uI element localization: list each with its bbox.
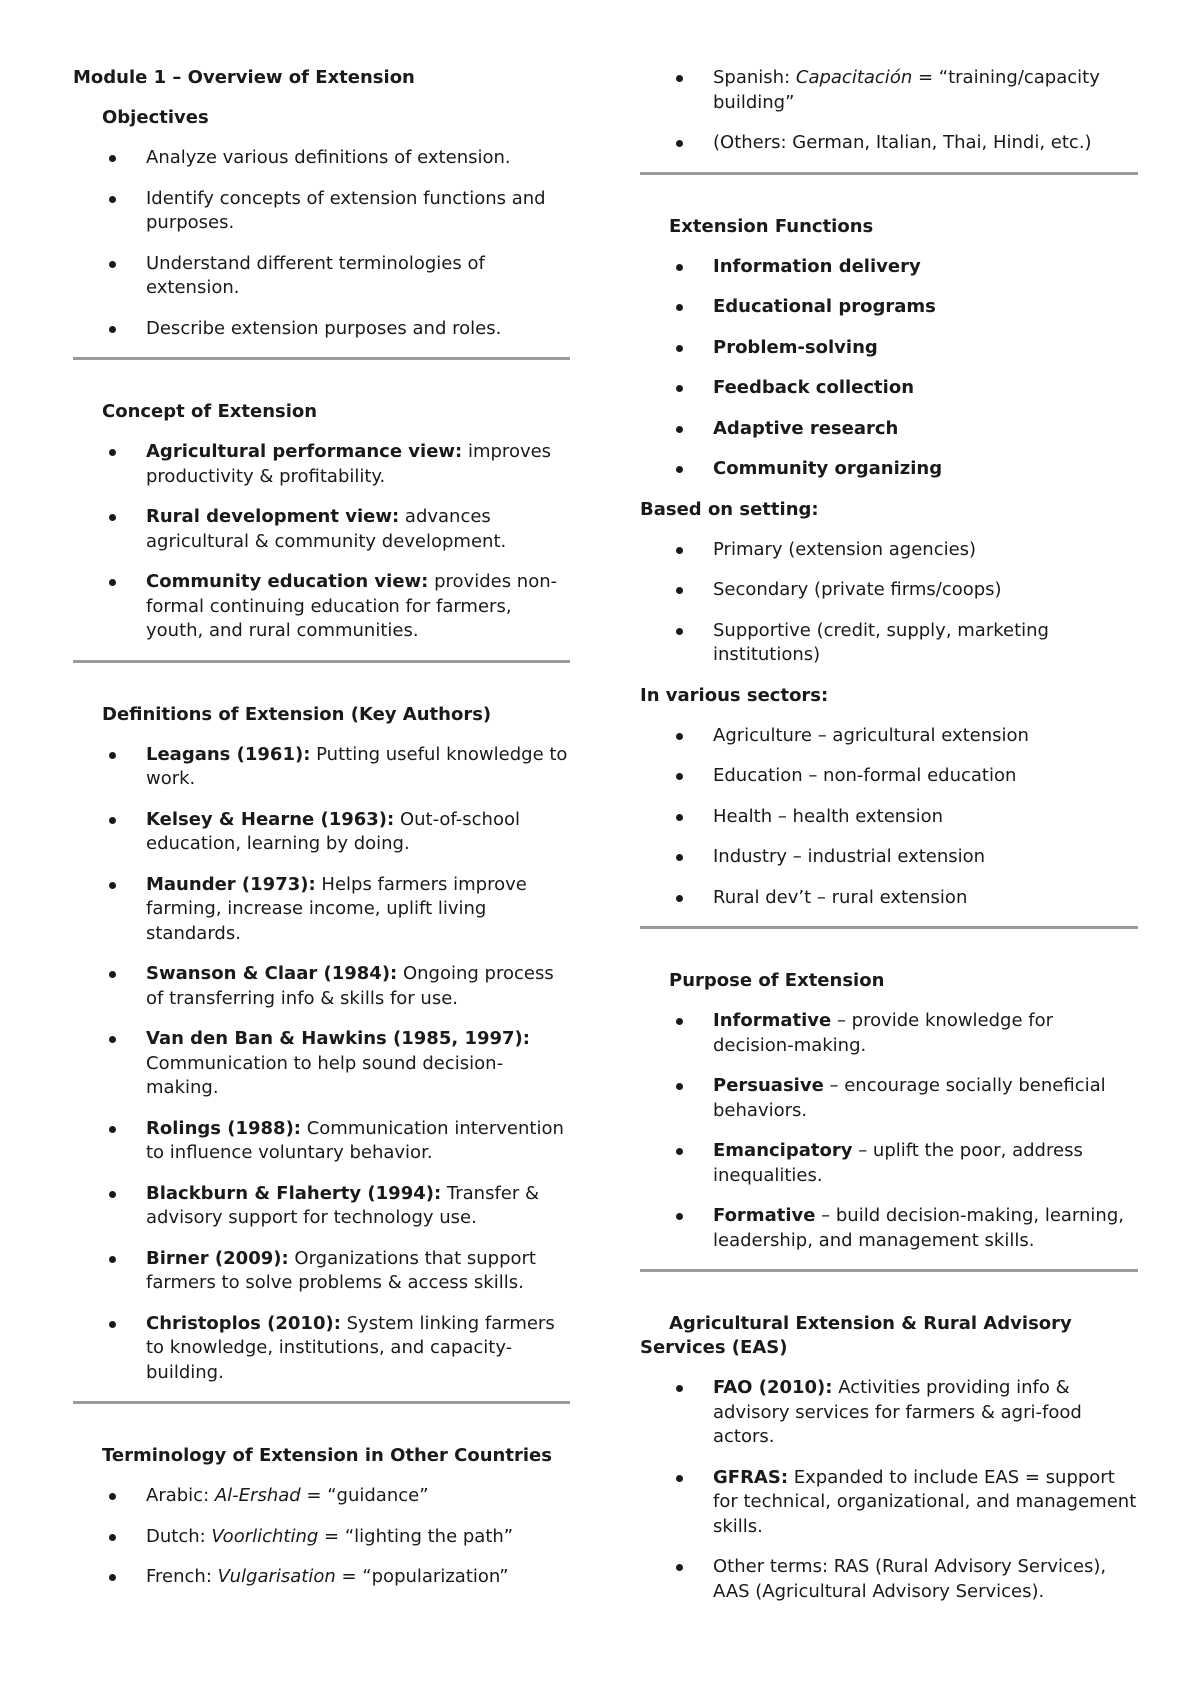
eas-section xyxy=(640,1312,1138,1604)
list-item: Rural dev’t – rural extension xyxy=(640,886,1138,911)
definitions-heading: Definitions of Extension (Key Authors) xyxy=(102,703,492,725)
functions-section xyxy=(640,215,1138,911)
list-item xyxy=(73,1525,570,1550)
item-text: Ongoing process of transferring info & skills for use. xyxy=(146,963,554,1009)
list-item xyxy=(73,1027,570,1101)
item-label: Birner (2009): xyxy=(146,1247,289,1269)
item-text: Transfer & advisory support for technology use. xyxy=(146,1182,540,1228)
terminology-heading: Terminology of Extension in Other Countries xyxy=(102,1445,552,1466)
objectives-section xyxy=(73,106,570,341)
term-meaning: = “guidance” xyxy=(300,1485,429,1506)
item-text: provides non-formal continuing education for farmers, youth, and rural communities. xyxy=(146,571,558,641)
item-text: Expanded to include EAS = support for technical, organizational, and management skills. xyxy=(713,1466,1137,1537)
term-language: French: xyxy=(146,1566,218,1587)
list-item xyxy=(640,1466,1138,1540)
list-item xyxy=(73,808,570,857)
purpose-heading: Purpose of Extension xyxy=(669,970,885,991)
term-word: Vulgarisation xyxy=(217,1566,336,1587)
right-column xyxy=(640,66,1138,1620)
section-divider xyxy=(640,1269,1138,1272)
item-text: advances agricultural & community development. xyxy=(146,506,507,552)
item-text: – uplift the poor, address inequalities. xyxy=(713,1140,1083,1186)
term-language: Arabic: xyxy=(146,1485,215,1506)
terminology-section xyxy=(73,1444,570,1590)
item-label: Rolings (1988): xyxy=(146,1117,301,1139)
definitions-section xyxy=(73,703,570,1386)
item-text: Communication intervention to influence voluntary behavior. xyxy=(146,1117,564,1163)
list-item xyxy=(640,1074,1138,1123)
item-label: GFRAS: xyxy=(713,1466,789,1488)
term-word: Capacitación xyxy=(795,67,913,88)
term-meaning: = “training/capacity building” xyxy=(713,67,1100,113)
module-title: Module 1 – Overview of Extension xyxy=(73,67,415,88)
list-item: (Others: German, Italian, Thai, Hindi, etc.) xyxy=(640,131,1138,156)
item-text: Communication to help sound decision-making. xyxy=(146,1052,504,1098)
list-item: Analyze various definitions of extension. xyxy=(73,146,570,171)
item-label: Van den Ban & Hawkins (1985, 1997): xyxy=(146,1028,530,1049)
term-word: Voorlichting xyxy=(211,1525,319,1547)
item-text: Other terms: RAS (Rural Advisory Services), AAS (Agricultural Advisory Services). xyxy=(713,1556,1107,1602)
item-label: Maunder (1973): xyxy=(146,873,316,895)
list-item xyxy=(640,66,1138,115)
list-item xyxy=(73,1117,570,1166)
list-item: Adaptive research xyxy=(640,417,1138,442)
definitions-list xyxy=(73,743,570,1386)
item-label: Leagans (1961): xyxy=(146,743,311,765)
item-text: – encourage socially beneficial behaviors. xyxy=(713,1075,1106,1121)
item-label: Informative xyxy=(713,1010,832,1031)
objectives-list xyxy=(73,146,570,341)
eas-list xyxy=(640,1376,1138,1604)
list-item: Secondary (private firms/coops) xyxy=(640,578,1138,603)
sectors-list xyxy=(640,724,1138,911)
item-label: Agricultural performance view: xyxy=(146,441,463,462)
list-item xyxy=(73,1484,570,1509)
list-item: Feedback collection xyxy=(640,376,1138,401)
list-item: Describe extension purposes and roles. xyxy=(73,317,570,342)
sectors-heading: In various sectors: xyxy=(640,684,829,706)
item-text: Activities providing info & advisory services for farmers & agri-food actors. xyxy=(713,1377,1082,1447)
term-word: Al-Ershad xyxy=(214,1485,301,1506)
list-item: Primary (extension agencies) xyxy=(640,538,1138,563)
item-label: Rural development view: xyxy=(146,506,400,527)
list-item: Supportive (credit, supply, marketing institutions) xyxy=(640,619,1138,668)
setting-heading: Based on setting: xyxy=(640,498,819,520)
objectives-heading: Objectives xyxy=(102,107,209,128)
list-item: Understand different terminologies of extension. xyxy=(73,252,570,301)
list-item: Problem-solving xyxy=(640,336,1138,361)
concept-section xyxy=(73,400,570,644)
list-item xyxy=(73,1247,570,1296)
list-item: Education – non-formal education xyxy=(640,764,1138,789)
item-label: Kelsey & Hearne (1963): xyxy=(146,808,395,830)
list-item: Identify concepts of extension functions and purposes. xyxy=(73,187,570,236)
list-item: Educational programs xyxy=(640,295,1138,320)
list-item xyxy=(640,1555,1138,1604)
list-item xyxy=(73,743,570,792)
term-meaning: = “popularization” xyxy=(335,1566,509,1587)
item-text: Helps farmers improve farming, increase income, uplift living standards. xyxy=(146,873,527,944)
item-label: FAO (2010): xyxy=(713,1377,833,1398)
left-column xyxy=(73,66,570,1606)
functions-list xyxy=(640,255,1138,482)
setting-list xyxy=(640,538,1138,668)
item-text: – build decision-making, learning, leadership, and management skills. xyxy=(713,1205,1124,1251)
list-item xyxy=(73,1565,570,1590)
list-item xyxy=(640,1376,1138,1450)
term-meaning: = “lighting the path” xyxy=(318,1525,514,1547)
section-divider xyxy=(73,1401,570,1404)
list-item: Information delivery xyxy=(640,255,1138,280)
section-divider xyxy=(640,926,1138,929)
list-item xyxy=(73,505,570,554)
item-label: Emancipatory xyxy=(713,1140,853,1161)
list-item xyxy=(73,962,570,1011)
item-text: – provide knowledge for decision-making. xyxy=(713,1010,1054,1056)
item-label: Persuasive xyxy=(713,1075,824,1096)
section-divider xyxy=(73,660,570,663)
section-divider xyxy=(640,172,1138,175)
terminology-list xyxy=(73,1484,570,1590)
functions-heading: Extension Functions xyxy=(669,215,874,237)
item-text: improves productivity & profitability. xyxy=(146,441,552,487)
list-item xyxy=(73,1312,570,1386)
item-text: System linking farmers to knowledge, institutions, and capacity-building. xyxy=(146,1312,555,1383)
concept-heading: Concept of Extension xyxy=(102,401,318,422)
list-item: Industry – industrial extension xyxy=(640,845,1138,870)
terminology-list-continued xyxy=(640,66,1138,156)
list-item xyxy=(73,873,570,947)
list-item: Health – health extension xyxy=(640,805,1138,830)
list-item: Community organizing xyxy=(640,457,1138,482)
list-item xyxy=(73,1182,570,1231)
purpose-list xyxy=(640,1009,1138,1253)
concept-list xyxy=(73,440,570,644)
list-item: Agriculture – agricultural extension xyxy=(640,724,1138,749)
list-item xyxy=(640,1204,1138,1253)
list-item xyxy=(73,440,570,489)
item-label: Formative xyxy=(713,1205,816,1226)
term-language: Spanish: xyxy=(713,67,796,88)
section-divider xyxy=(73,357,570,360)
list-item xyxy=(73,570,570,644)
item-label: Blackburn & Flaherty (1994): xyxy=(146,1182,442,1204)
item-label: Swanson & Claar (1984): xyxy=(146,963,398,984)
item-text: Out-of-school education, learning by doing. xyxy=(146,808,520,854)
list-item xyxy=(640,1009,1138,1058)
purpose-section xyxy=(640,969,1138,1253)
list-item xyxy=(640,1139,1138,1188)
eas-heading: Agricultural Extension & Rural Advisory Services (EAS) xyxy=(640,1313,1072,1358)
item-label: Community education view: xyxy=(146,571,429,592)
item-text: Organizations that support farmers to solve problems & access skills. xyxy=(146,1247,536,1293)
term-language: Dutch: xyxy=(146,1525,212,1547)
item-text: Putting useful knowledge to work. xyxy=(146,743,568,789)
item-label: Christoplos (2010): xyxy=(146,1312,341,1334)
